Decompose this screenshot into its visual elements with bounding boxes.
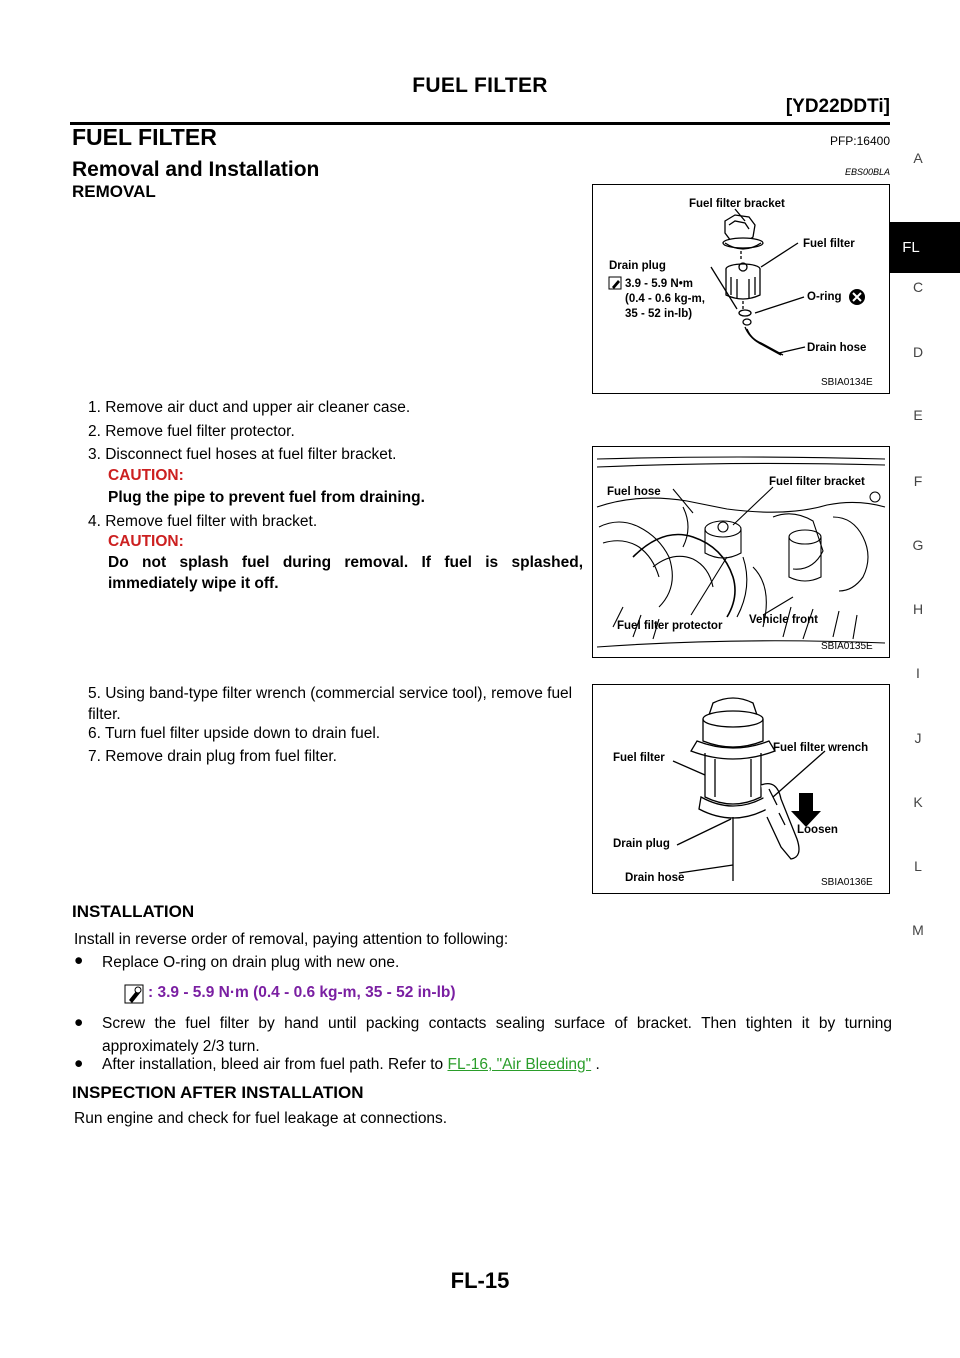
side-index-f[interactable]: F	[913, 473, 923, 489]
fig2-label-front: Vehicle front	[749, 614, 819, 626]
figure-fuel-filter-exploded	[592, 184, 890, 394]
fig3-label-wrench: Fuel filter wrench	[773, 742, 869, 754]
fig3-label-hose: Drain hose	[625, 872, 685, 884]
removal-step-6: 6. Turn fuel filter upside down to drain fuel.	[88, 725, 381, 742]
fig2-label-protector: Fuel filter protector	[617, 620, 723, 632]
fig2-id: SBIA0135E	[821, 641, 873, 652]
side-index-j[interactable]: J	[914, 730, 922, 746]
section-title: FUEL FILTER	[72, 124, 217, 150]
page-header-title: FUEL FILTER	[412, 74, 548, 97]
fig3-id: SBIA0136E	[821, 877, 873, 888]
caution-label-1: CAUTION:	[108, 467, 184, 484]
removal-step-5: 5. Using band-type filter wrench (commercial service tool), remove fuel filter.	[88, 685, 573, 723]
removal-step-1: 1. Remove air duct and upper air cleaner case.	[88, 399, 411, 416]
fuel-filter-exploded-drawing	[593, 185, 889, 393]
fig1-label-torque-3: 35 - 52 in-lb)	[625, 308, 693, 320]
side-index-l[interactable]: L	[914, 858, 922, 874]
replace-x-icon	[849, 289, 865, 305]
loosen-arrow-icon	[791, 793, 821, 827]
torque-wrench-icon	[124, 984, 144, 1004]
engine-bay-drawing	[593, 447, 889, 657]
inspection-text: Run engine and check for fuel leakage at connections.	[74, 1110, 448, 1127]
fig3-label-plug: Drain plug	[613, 838, 670, 850]
fig3-label-filter: Fuel filter	[613, 752, 665, 764]
side-index-m[interactable]: M	[912, 922, 924, 938]
fig1-label-torque-1: 3.9 - 5.9 N•m	[625, 278, 693, 290]
bullet-icon: ●	[74, 1055, 84, 1072]
removal-heading: REMOVAL	[72, 182, 156, 201]
torque-wrench-icon	[609, 277, 621, 289]
installation-intro: Install in reverse order of removal, paying attention to following:	[74, 931, 509, 948]
side-index-e[interactable]: E	[913, 407, 923, 423]
installation-heading: INSTALLATION	[72, 902, 195, 921]
removal-step-7: 7. Remove drain plug from fuel filter.	[88, 748, 337, 765]
page-number: FL-15	[450, 1268, 510, 1293]
fig1-label-oring: O-ring	[807, 291, 842, 303]
air-bleeding-link[interactable]: FL-16, "Air Bleeding"	[447, 1056, 592, 1073]
subsection-title: Removal and Installation	[72, 158, 320, 181]
removal-step-3: 3. Disconnect fuel hoses at fuel filter bracket.	[88, 446, 397, 463]
fig3-label-loosen: Loosen	[797, 824, 838, 836]
fig1-label-plug: Drain plug	[609, 260, 666, 272]
fig1-label-filter: Fuel filter	[803, 238, 855, 250]
bullet-3-prefix: After installation, bleed air from fuel path. Refer to	[102, 1056, 448, 1073]
side-index-k[interactable]: K	[913, 794, 923, 810]
caution-text-1: Plug the pipe to prevent fuel from draining.	[108, 489, 425, 506]
side-index-fl[interactable]: FL	[902, 239, 920, 256]
fig1-label-hose: Drain hose	[807, 342, 867, 354]
fig1-id: SBIA0134E	[821, 377, 873, 388]
installation-bullet-2: Screw the fuel filter by hand until packing contacts sealing surface of bracket. Then tighten it by turning approximately 2/3 turn.	[102, 1015, 892, 1055]
fig2-marker-icon	[870, 492, 880, 502]
figure-filter-wrench	[592, 684, 890, 894]
fig1-label-torque-2: (0.4 - 0.6 kg-m,	[625, 293, 705, 305]
side-index-i[interactable]: I	[916, 665, 920, 681]
bullet-icon: ●	[74, 952, 84, 969]
figure-engine-bay	[592, 446, 890, 658]
side-index-c[interactable]: C	[912, 279, 924, 295]
installation-bullet-1: Replace O-ring on drain plug with new one.	[102, 954, 400, 971]
inspection-heading: INSPECTION AFTER INSTALLATION	[72, 1083, 364, 1102]
filter-wrench-drawing	[593, 685, 889, 893]
side-index-a[interactable]: A	[913, 150, 923, 166]
fig1-label-bracket: Fuel filter bracket	[689, 198, 785, 210]
side-index-d[interactable]: D	[912, 344, 924, 360]
torque-spec: : 3.9 - 5.9 N·m (0.4 - 0.6 kg-m, 35 - 52 in-lb)	[148, 984, 456, 1001]
engine-code: [YD22DDTi]	[785, 96, 890, 117]
caution-text-2: Do not splash fuel during removal. If fuel is splashed, immediately wipe it off.	[108, 554, 583, 592]
section-code: PFP:16400	[829, 134, 890, 148]
removal-step-2: 2. Remove fuel filter protector.	[88, 423, 295, 440]
fig2-label-bracket: Fuel filter bracket	[769, 476, 865, 488]
bullet-3-suffix: .	[591, 1056, 600, 1073]
subsection-code: EBS00BLA	[844, 167, 890, 177]
installation-bullet-3	[102, 1053, 892, 1076]
side-index-g[interactable]: G	[912, 537, 924, 553]
removal-step-4: 4. Remove fuel filter with bracket.	[88, 513, 318, 530]
caution-label-2: CAUTION:	[108, 533, 184, 550]
side-index-h[interactable]: H	[912, 601, 924, 617]
bullet-icon: ●	[74, 1014, 84, 1031]
fig2-label-hose: Fuel hose	[607, 486, 661, 498]
